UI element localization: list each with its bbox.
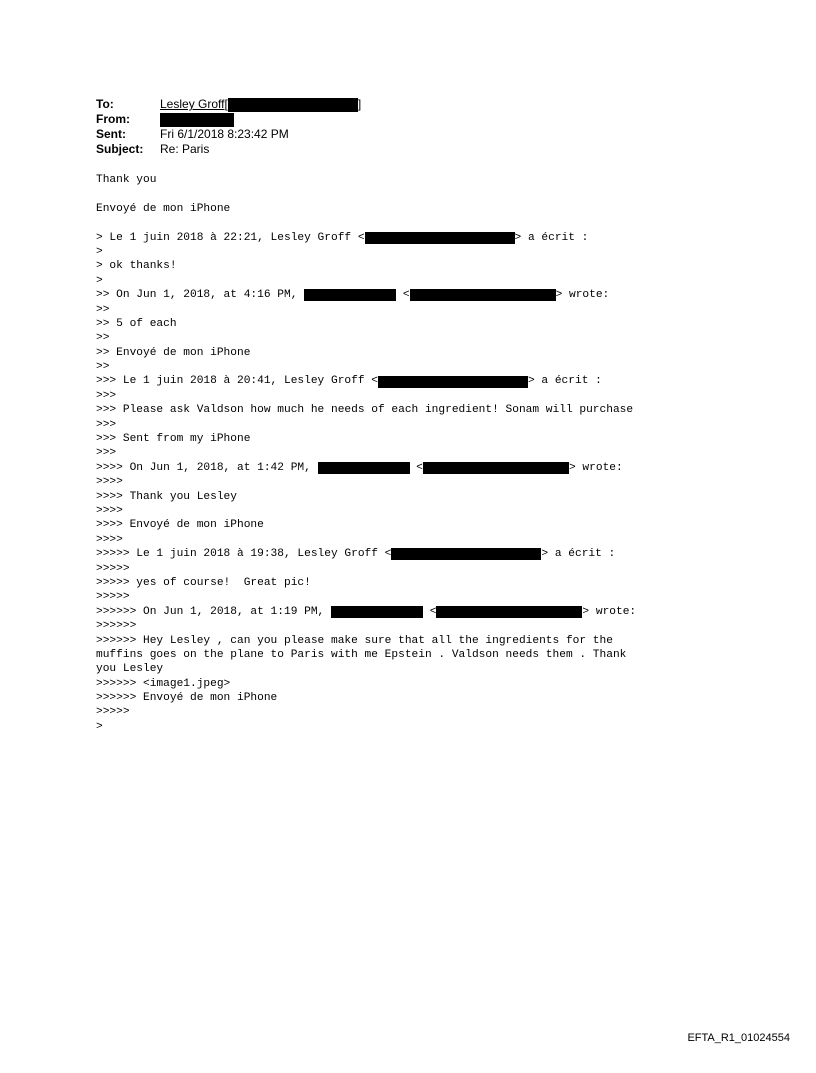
quote-header-line (96, 231, 636, 245)
from-label: From: (96, 112, 130, 126)
quote-header-text: >>>> On Jun 1, 2018, at 1:42 PM, (96, 461, 318, 474)
quote-header-text: > wrote: (555, 289, 610, 302)
redaction-box (331, 606, 423, 618)
body-line: >> Envoyé de mon iPhone (96, 346, 251, 359)
body-line: >>>> Envoyé de mon iPhone (96, 519, 264, 532)
body-line: >>>> (96, 504, 123, 517)
to-label: To: (96, 97, 114, 111)
redaction-box (410, 289, 556, 301)
redaction-box (378, 376, 528, 388)
subject-label: Subject: (96, 142, 144, 156)
body-line: >> (96, 332, 110, 345)
body-line: > (96, 245, 103, 258)
blank-line (96, 216, 636, 230)
body-line: Envoyé de mon iPhone (96, 202, 231, 215)
quote-header-text: > a écrit : (514, 231, 589, 244)
body-line: >>>>>> Hey Lesley , can you please make sure that all the ingredients for the (96, 634, 613, 647)
body-line: > (96, 720, 103, 733)
quote-header-line (96, 461, 636, 475)
redaction-box (365, 232, 515, 244)
body-line: >> (96, 361, 110, 374)
document-id: EFTA_R1_01024554 (687, 1032, 790, 1044)
body-line: >>>>> (96, 706, 130, 719)
redaction-box (318, 462, 410, 474)
quote-header-text: >> On Jun 1, 2018, at 4:16 PM, (96, 289, 305, 302)
email-header (96, 97, 361, 157)
body-line: >>>>>> (96, 620, 137, 633)
quote-header-line (96, 547, 636, 561)
body-line: >>> Please ask Valdson how much he needs of each ingredient! Sonam will purchase (96, 404, 634, 417)
quote-header-text: > wrote: (569, 461, 623, 474)
to-name: Lesley Groff (160, 97, 225, 111)
quote-header-text: >>>>> Le 1 juin 2018 à 19:38, Lesley Groff < (96, 548, 392, 561)
body-line: >>>> Thank you Lesley (96, 490, 237, 503)
body-line: you Lesley (96, 663, 164, 676)
email-body (96, 173, 636, 734)
subject-row (96, 142, 361, 157)
sent-row (96, 127, 361, 142)
quote-header-line (96, 288, 636, 302)
sent-label: Sent: (96, 127, 126, 141)
quote-header-text: > a écrit : (541, 548, 616, 561)
redaction-box (436, 606, 582, 618)
body-line: >>>>> (96, 591, 130, 604)
sent-value: Fri 6/1/2018 8:23:42 PM (160, 127, 289, 141)
quote-header-text: > Le 1 juin 2018 à 22:21, Lesley Groff < (96, 231, 365, 244)
body-line: >> (96, 303, 110, 316)
quote-header-text: < (422, 605, 437, 618)
body-line: >>> (96, 389, 117, 402)
body-line: >>>>> yes of course! Great pic! (96, 576, 311, 589)
body-line: >>> (96, 447, 117, 460)
redaction-box (160, 113, 234, 127)
body-line: Thank you (96, 174, 157, 186)
body-line: >>>> (96, 533, 123, 546)
redaction-box (391, 548, 541, 560)
body-line: > ok thanks! (96, 260, 177, 273)
body-line: >> 5 of each (96, 317, 177, 330)
blank-line (96, 187, 636, 201)
quote-header-line (96, 374, 636, 388)
subject-value: Re: Paris (160, 142, 210, 156)
body-line: muffins goes on the plane to Paris with me Epstein . Valdson needs them . Thank (96, 648, 627, 661)
body-line: >>>>>> <image1.jpeg> (96, 677, 231, 690)
body-line: >>>>>> Envoyé de mon iPhone (96, 692, 278, 705)
body-line: >>> (96, 418, 117, 431)
quote-header-text: >>> Le 1 juin 2018 à 20:41, Lesley Groff < (96, 375, 378, 388)
quote-header-text: > a écrit : (527, 375, 602, 388)
to-row (96, 97, 361, 112)
to-bracket-open: [ (224, 97, 228, 111)
body-line: >>>> (96, 476, 123, 489)
redaction-box (423, 462, 569, 474)
quote-header-line (96, 605, 636, 619)
body-line: >>> Sent from my iPhone (96, 433, 251, 446)
to-bracket-close: ] (357, 97, 362, 111)
quote-header-text: > wrote: (582, 605, 637, 618)
quote-header-text: < (409, 461, 423, 474)
quote-header-text: < (396, 289, 410, 302)
quote-header-text: >>>>>> On Jun 1, 2018, at 1:19 PM, (96, 605, 331, 618)
body-line: > (96, 274, 103, 287)
redaction-box (228, 98, 358, 112)
body-line: >>>>> (96, 562, 130, 575)
redaction-box (304, 289, 396, 301)
from-row (96, 112, 361, 127)
